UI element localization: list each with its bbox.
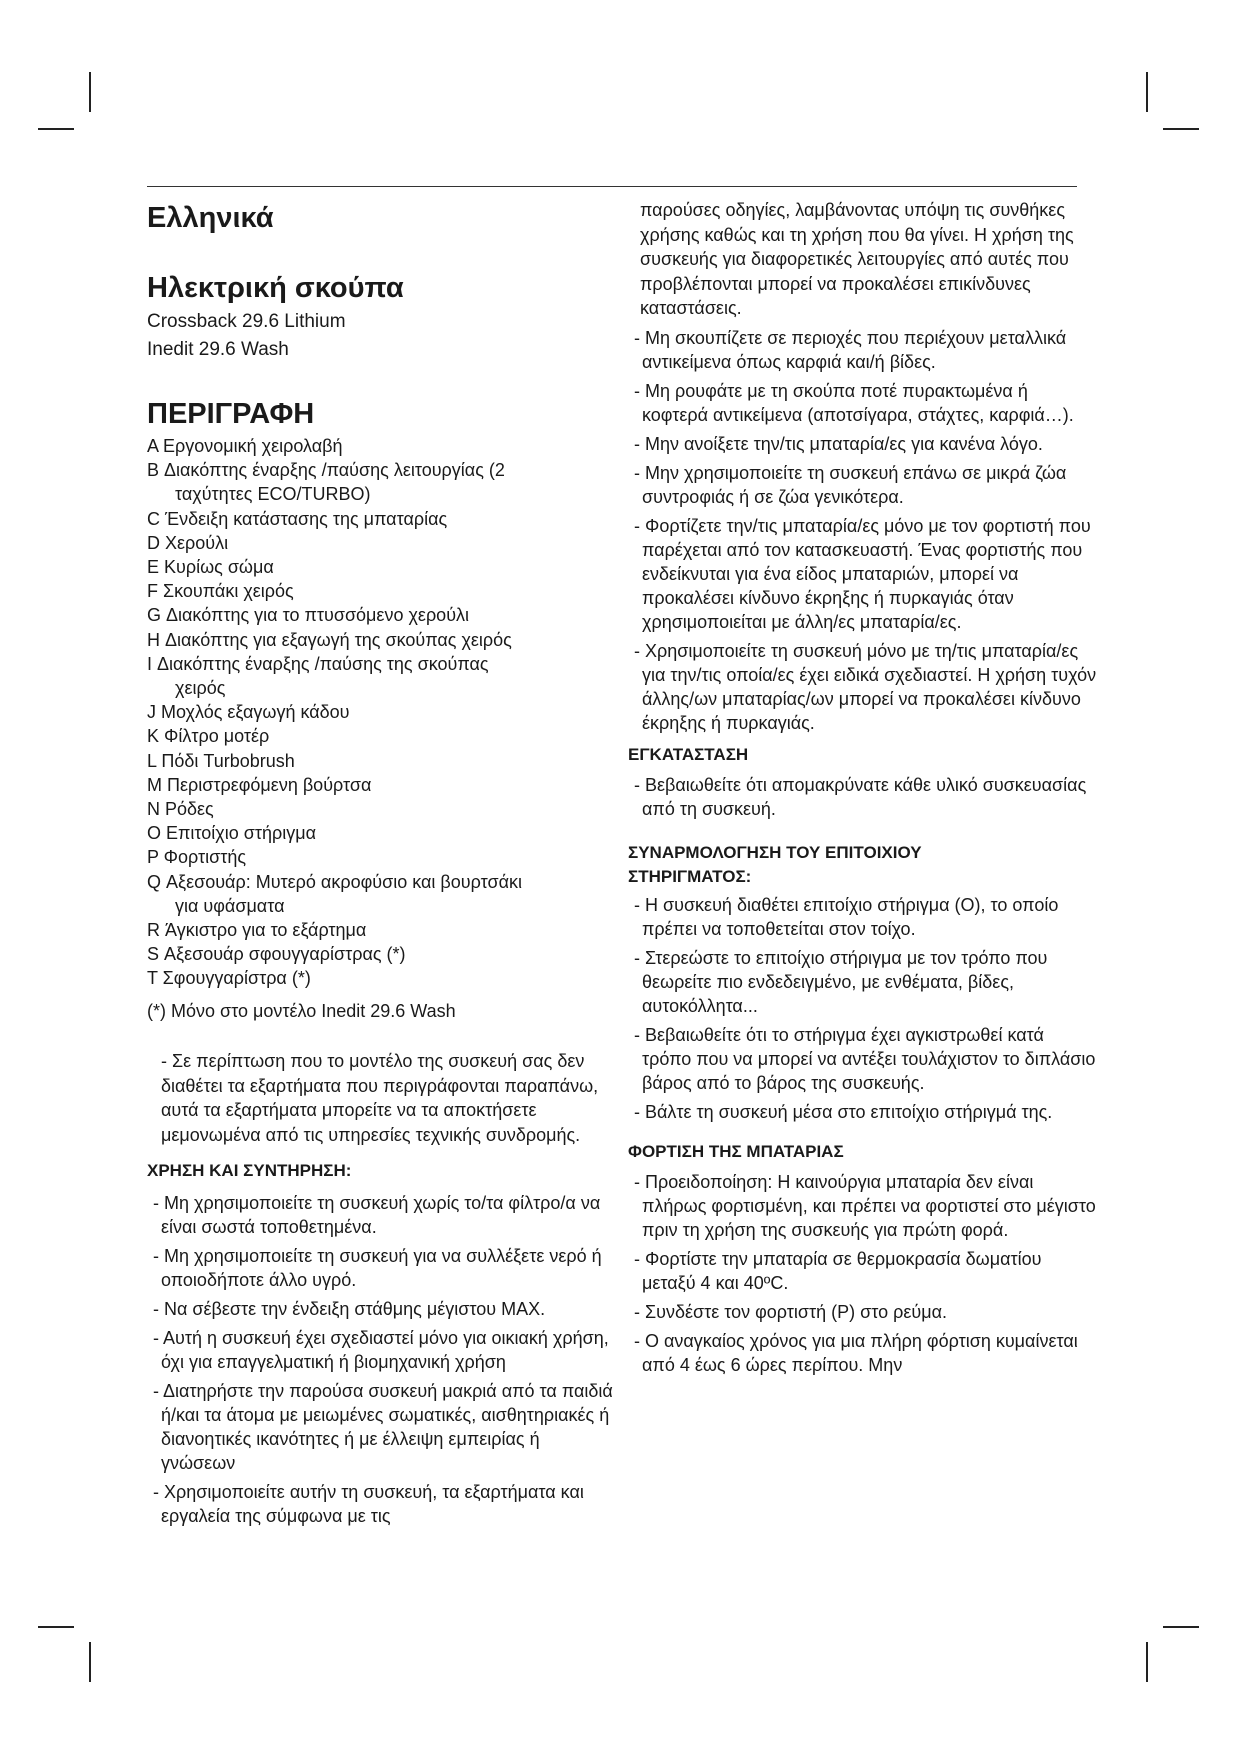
use-item: - Μη χρησιμοποιείτε τη συσκευή για να συλλέξετε νερό ή οποιοδήποτε άλλο υγρό. <box>153 1246 602 1291</box>
use-continuation: παρούσες οδηγίες, λαμβάνοντας υπόψη τις συνθήκες χρήσης καθώς και τη χρήση που θα γίνει. Η χρήση της συσκευής για διαφορετικές λειτουργίες από αυτές που προβλέπονται μπορεί να προκαλέσει επικίνδυνες καταστάσεις. <box>640 200 1074 318</box>
crop-mark <box>89 72 91 112</box>
parts-list-item <box>147 870 617 918</box>
parts-list-item-label: P Φορτιστής <box>147 847 247 868</box>
use-item: - Μη σκουπίζετε σε περιοχές που περιέχουν μεταλλικά αντικείμενα όπως καρφιά και/ή βίδες. <box>634 327 1067 372</box>
parts-list-item-label: E Κυρίως σώμα <box>147 557 274 578</box>
parts-list-item-continuation: για υφάσματα <box>175 895 285 916</box>
parts-list-item-label: A Εργονομική χειρολαβή <box>147 436 343 456</box>
parts-list-item <box>147 773 617 797</box>
model-name: Crossback 29.6 Lithium <box>147 311 346 332</box>
installation-list <box>628 773 1098 821</box>
parts-list-item-label: G Διακόπτης για το πτυσσόμενο χερούλι <box>147 605 470 626</box>
product-title: Ηλεκτρική σκούπα <box>147 272 404 304</box>
assembly-item: - Βεβαιωθείτε ότι το στήριγμα έχει αγκιστρωθεί κατά τρόπο που να μπορεί να αντέξει τουλάχιστον το διπλάσιο βάρος από το βάρος της συσκευής. <box>634 1024 1096 1093</box>
installation-item: - Βεβαιωθείτε ότι απομακρύνατε κάθε υλικό συσκευασίας από τη συσκευή. <box>634 774 1087 819</box>
parts-list-item-label: Q Αξεσουάρ: Μυτερό ακροφύσιο και βουρτσάκι <box>147 871 522 892</box>
use-item: - Χρησιμοποιείτε τη συσκευή μόνο με τη/τις μπαταρία/ες για την/τις οποία/ες έχει ειδικά σχεδιαστεί. Η χρήση τυχόν άλλης/ων μπαταρίας/ων μπορεί να προκαλέσει κίνδυνο έκρηξης ή πυρκαγιάς. <box>634 640 1097 733</box>
use-item: - Μη ρουφάτε με τη σκούπα ποτέ πυρακτωμένα ή κοφτερά αντικείμενα (αποτσίγαρα, στάχτες, καρφιά…). <box>634 380 1074 425</box>
parts-list-item-label: O Επιτοίχιο στήριγμα <box>147 823 316 844</box>
parts-list-item-label: L Πόδι Turbobrush <box>147 750 295 771</box>
parts-list-item-label: F Σκουπάκι χειρός <box>147 581 294 602</box>
crop-mark <box>1163 1626 1199 1628</box>
crop-mark <box>1146 1642 1148 1682</box>
assembly-item: - Βάλτε τη συσκευή μέσα στο επιτοίχιο στήριγμά της. <box>634 1101 1053 1122</box>
parts-list-item-label: S Αξεσουάρ σφουγγαρίστρας (*) <box>147 944 406 965</box>
right-column <box>628 198 1098 1382</box>
parts-list-item <box>147 942 617 966</box>
assembly-item: - Η συσκευή διαθέτει επιτοίχιο στήριγμα (O), το οποίο πρέπει να τοποθετείται στον τοίχο. <box>634 894 1059 939</box>
footnote: (*) Μόνο στο μοντέλο Inedit 29.6 Wash <box>147 1000 456 1021</box>
use-item: - Μην χρησιμοποιείτε τη συσκευή επάνω σε μικρά ζώα συντροφιάς ή σε ζώα γενικότερα. <box>634 462 1067 507</box>
parts-list-item-continuation: ταχύτητες ECO/TURBO) <box>175 484 371 505</box>
parts-list-item <box>147 458 617 506</box>
parts-list-item <box>147 579 617 603</box>
parts-list-item <box>147 724 617 748</box>
parts-list-item-label: H Διακόπτης για εξαγωγή της σκούπας χειρός <box>147 629 512 650</box>
charging-item: - Προειδοποίηση: Η καινούργια μπαταρία δεν είναι πλήρως φορτισμένη, και πρέπει να φορτιστεί στο μέγιστο πριν τη χρήση της συσκευής για πρώτη φορά. <box>634 1171 1096 1240</box>
parts-list-item-label: R Άγκιστρο για το εξάρτημα <box>147 920 367 941</box>
parts-list-item <box>147 845 617 869</box>
use-item: - Μη χρησιμοποιείτε τη συσκευή χωρίς το/τα φίλτρο/α να είναι σωστά τοποθετημένα. <box>153 1193 601 1238</box>
charging-item: - Φορτίστε την μπαταρία σε θερμοκρασία δωματίου μεταξύ 4 και 40ºC. <box>634 1248 1042 1293</box>
charging-item: - Συνδέστε τον φορτιστή (P) στο ρεύμα. <box>634 1301 947 1322</box>
parts-list-item <box>147 966 617 990</box>
parts-list-item <box>147 749 617 773</box>
crop-mark <box>38 128 74 130</box>
charging-heading: ΦΟΡΤΙΣΗ ΤΗΣ ΜΠΑΤΑΡΙΑΣ <box>628 1141 844 1161</box>
use-list-continued <box>628 326 1098 735</box>
parts-list <box>147 434 617 991</box>
assembly-list <box>628 893 1098 1124</box>
crop-mark <box>1163 128 1199 130</box>
header-rule <box>147 186 1077 187</box>
parts-list-item <box>147 797 617 821</box>
crop-mark <box>1146 72 1148 112</box>
use-heading: ΧΡΗΣΗ ΚΑΙ ΣΥΝΤΗΡΗΣΗ: <box>147 1161 352 1181</box>
left-column <box>147 198 617 1533</box>
use-item: - Χρησιμοποιείτε αυτήν τη συσκευή, τα εξαρτήματα και εργαλεία της σύμφωνα με τις <box>153 1482 584 1527</box>
use-item: - Φορτίζετε την/τις μπαταρία/ες μόνο με τον φορτιστή που παρέχεται από τον κατασκευαστή. Ένας φορτιστής που ενδείκνυται για ένα είδος μπαταριών, μπορεί να προκαλέσει κίνδυνο έκρηξης ή πυρκαγιάς όταν χρησιμοποιείται με άλλη/ες μπαταρία/ες. <box>634 515 1091 632</box>
parts-list-item <box>147 700 617 724</box>
parts-list-item <box>147 652 617 700</box>
use-item: - Διατηρήστε την παρούσα συσκευή μακριά από τα παιδιά ή/και τα άτομα με μειωμένες σωματικές, αισθητηριακές ή διανοητικές ικανότητες ή με έλλειψη εμπειρίας ή γνώσεων <box>153 1381 613 1474</box>
parts-list-item <box>147 603 617 627</box>
use-list <box>147 1191 617 1528</box>
crop-mark <box>38 1626 74 1628</box>
parts-list-item-label: K Φίλτρο μοτέρ <box>147 726 270 747</box>
parts-list-item-label: D Χερούλι <box>147 532 229 553</box>
model-name: Inedit 29.6 Wash <box>147 339 289 360</box>
parts-list-item-label: B Διακόπτης έναρξης /παύσης λειτουργίας (2 <box>147 460 505 481</box>
charging-list <box>628 1170 1098 1377</box>
parts-list-item-label: M Περιστρεφόμενη βούρτσα <box>147 774 372 795</box>
assembly-heading: ΣΥΝΑΡΜΟΛΟΓΗΣΗ ΤΟΥ ΕΠΙΤΟΙΧΙΟΥ ΣΤΗΡΙΓΜΑΤΟΣ: <box>628 842 922 886</box>
parts-list-item-label: I Διακόπτης έναρξης /παύσης της σκούπας <box>147 653 489 674</box>
parts-list-item <box>147 507 617 531</box>
parts-list-item <box>147 918 617 942</box>
parts-list-item-label: N Ρόδες <box>147 799 214 820</box>
use-item: - Μην ανοίξετε την/τις μπαταρία/ες για κανένα λόγο. <box>634 433 1043 454</box>
language-title: Ελληνικά <box>147 202 274 234</box>
parts-list-item-label: C Ένδειξη κατάστασης της μπαταρίας <box>147 508 448 529</box>
charging-item: - Ο αναγκαίος χρόνος για μια πλήρη φόρτιση κυμαίνεται από 4 έως 6 ώρες περίπου. Μην <box>634 1330 1078 1375</box>
availability-note: - Σε περίπτωση που το μοντέλο της συσκευή σας δεν διαθέτει τα εξαρτήματα που περιγράφονται παραπάνω, αυτά τα εξαρτήματα μπορείτε να τα αποκτήσετε μεμονωμένα από τις υπηρεσίες τεχνικής συνδρομής. <box>161 1051 599 1145</box>
description-heading: ΠΕΡΙΓΡΑΦΗ <box>147 398 315 430</box>
use-item: - Να σέβεστε την ένδειξη στάθμης μέγιστου MAX. <box>153 1299 546 1320</box>
parts-list-item <box>147 434 617 458</box>
parts-list-item-continuation: χειρός <box>175 678 226 699</box>
installation-heading: ΕΓΚΑΤΑΣΤΑΣΗ <box>628 744 749 764</box>
use-item: - Αυτή η συσκευή έχει σχεδιαστεί μόνο για οικιακή χρήση, όχι για επαγγελματική ή βιομηχανική χρήση <box>153 1328 609 1373</box>
parts-list-item-label: T Σφουγγαρίστρα (*) <box>147 968 311 989</box>
parts-list-item <box>147 628 617 652</box>
parts-list-item <box>147 531 617 555</box>
crop-mark <box>89 1642 91 1682</box>
assembly-item: - Στερεώστε το επιτοίχιο στήριγμα με τον τρόπο που θεωρείτε πιο ενδεδειγμένο, με ενθέματα, βίδες, αυτοκόλλητα... <box>634 947 1048 1016</box>
parts-list-item-label: J Μοχλός εξαγωγή κάδου <box>147 702 350 723</box>
parts-list-item <box>147 821 617 845</box>
parts-list-item <box>147 555 617 579</box>
